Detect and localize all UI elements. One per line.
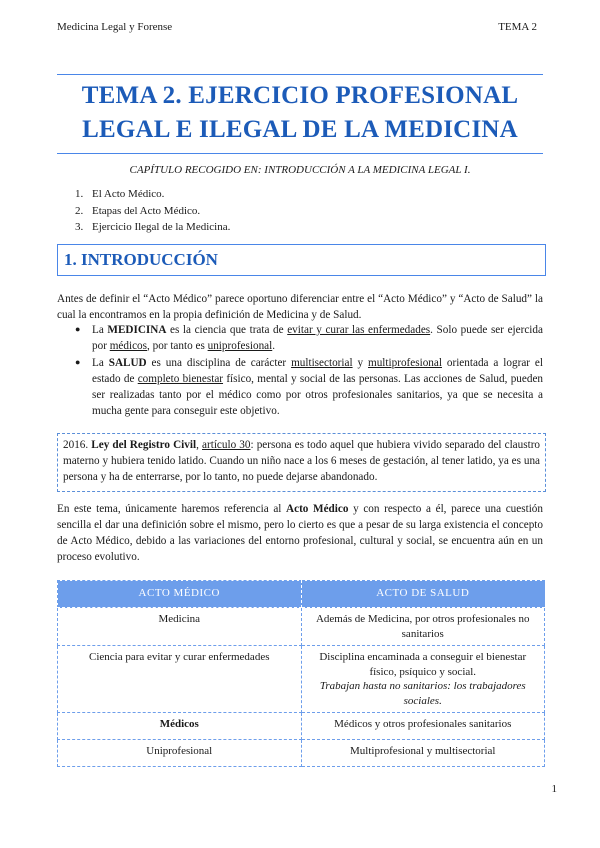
toc-item xyxy=(75,219,230,236)
bullet-salud: ● La SALUD es una disciplina de carácter multisectorial y multiprofesional orientada a lograr el estado de completo bienestar físico, mental y social de las personas. Las acciones de Salud, pueden ser realizadas tanto por el médico como por otros profesionales sanitarios, ya que se necesita a mucha gente para conseguir este objetivo. xyxy=(75,356,543,420)
law-name: Ley del Registro Civil xyxy=(91,439,197,451)
table-cell: Disciplina encaminada a conseguir el bienestar físico, psíquico y social. Trabajan hasta no sanitarios: los trabajadores sociales. xyxy=(301,646,545,713)
article-ref: artículo 30 xyxy=(202,439,251,451)
definitions-list xyxy=(75,323,543,420)
acto-medico-term: Acto Médico xyxy=(286,503,349,515)
main-title-line-1: TEMA 2. EJERCICIO PROFESIONAL xyxy=(81,82,519,109)
civil-registry-note: 2016. Ley del Registro Civil, artículo 30: persona es todo aquel que hubiera vivido separado del claustro materno y hubiera tenido latido. Cuando un niño nace a los 6 meses de gestación, al tener latido, ya es una persona y ha de enterrarse, por lo tanto, no puede dejarse abandonado. xyxy=(57,433,546,492)
italic-note: Trabajan hasta no sanitarios: los trabajadores sociales. xyxy=(319,680,526,707)
table-cell: Médicos y otros profesionales sanitarios xyxy=(301,713,545,740)
toc-item xyxy=(75,186,230,203)
table-cell: Multiprofesional y multisectorial xyxy=(301,740,545,767)
table-of-contents xyxy=(75,186,230,236)
section-heading-box xyxy=(57,244,546,276)
acto-medico-paragraph: En este tema, únicamente haremos referencia al Acto Médico y con respecto a él, parece una cuestión sencilla el dar una definición sobre el mismo, pero lo cierto es que a pesar de su larga existencia el concepto de Acto Médico, debido a las variaciones del entorno profesional, cultural y social, se encuentra aún en un proceso evolutivo. xyxy=(57,503,543,563)
table-row xyxy=(58,740,545,767)
table-cell: Médicos xyxy=(58,713,302,740)
chapter-note: CAPÍTULO RECOGIDO EN: INTRODUCCIÓN A LA MEDICINA LEGAL I. xyxy=(129,164,471,176)
main-title-line-2: LEGAL E ILEGAL DE LA MEDICINA xyxy=(82,116,518,143)
toc-number: 2. xyxy=(75,204,84,217)
toc-number: 1. xyxy=(75,188,84,200)
comparison-table xyxy=(57,580,545,767)
section-title: 1. INTRODUCCIÓN xyxy=(64,250,218,269)
toc-item xyxy=(75,203,230,220)
table-row xyxy=(58,646,545,713)
bullet-medicina: ● La MEDICINA es la ciencia que trata de evitar y curar las enfermedades. Solo puede ser ejercida por médicos, por tanto es uniprofesional. xyxy=(75,323,543,355)
table-header-row xyxy=(58,581,545,608)
table-row xyxy=(58,608,545,646)
term-salud: SALUD xyxy=(108,356,147,369)
toc-label: Ejercicio Ilegal de la Medicina. xyxy=(92,221,231,233)
column-header: ACTO MÉDICO xyxy=(58,581,302,608)
table-cell: Medicina xyxy=(58,608,302,646)
term-medicina: MEDICINA xyxy=(107,324,167,336)
header-left: Medicina Legal y Forense xyxy=(57,21,173,33)
table-cell: Además de Medicina, por otros profesionales no sanitarios xyxy=(301,608,545,646)
toc-label: Etapas del Acto Médico. xyxy=(92,204,201,217)
intro-paragraph: Antes de definir el “Acto Médico” parece oportuno diferenciar entre el “Acto Médico” y “Acto de Salud” la cual la encontramos en la propia definición de Medicina y de Salud. xyxy=(57,293,543,321)
table-row xyxy=(58,713,545,740)
table-cell: Ciencia para evitar y curar enfermedades xyxy=(58,646,302,713)
toc-label: El Acto Médico. xyxy=(92,188,165,200)
page-header xyxy=(57,20,537,36)
title-block xyxy=(57,74,543,154)
header-right: TEMA 2 xyxy=(498,21,537,33)
toc-number: 3. xyxy=(75,221,84,233)
table-cell: Uniprofesional xyxy=(58,740,302,767)
column-header: ACTO DE SALUD xyxy=(301,581,545,608)
page-number: 1 xyxy=(551,783,557,795)
